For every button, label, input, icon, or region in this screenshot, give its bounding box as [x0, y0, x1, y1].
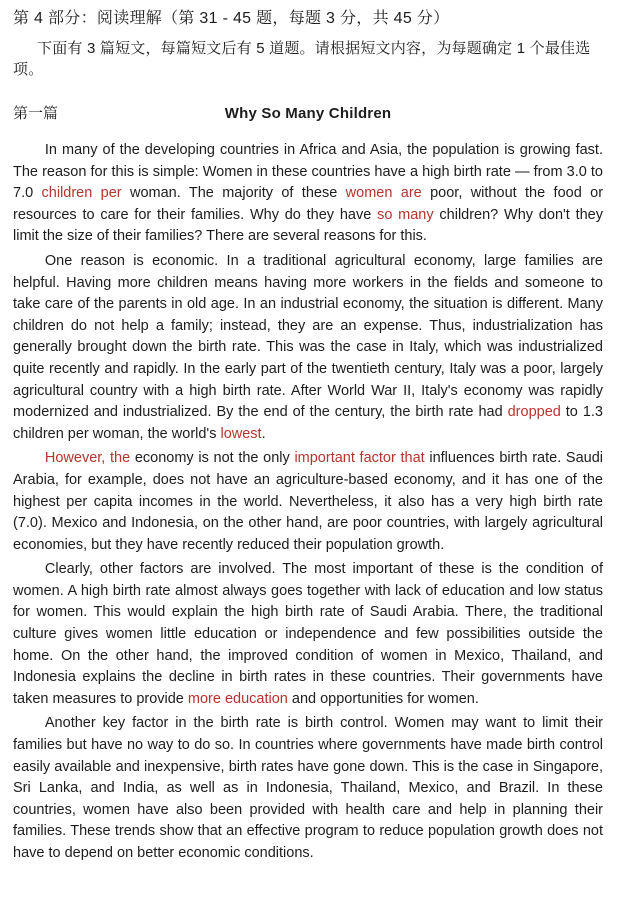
passage-title: Why So Many Children	[224, 105, 392, 122]
section-instructions: 下面有 3 篇短文，每篇短文后有 5 道题。请根据短文内容，为每题确定 1 个最佳选项。	[13, 40, 591, 78]
passage-header	[13, 103, 603, 125]
passage-number-label: 第一篇	[13, 105, 59, 122]
paragraph-3: However, the economy is not the only important factor that influences birth rate. Saudi Arabia, for example, does not have an agriculture-based economy, and it has one of the highest per capita incomes in the world. Nevertheless, it also has a very high birth rate (7.0). Mexico and Indonesia, on the other hand, are poor countries, with largely agricultural economies, but they have recently reduced their population growth.	[13, 450, 603, 553]
passage-body	[13, 140, 603, 865]
paragraph-4: Clearly, other factors are involved. The most important of these is the condition of women. A high birth rate almost always goes together with lack of education and low status for women. This would explain the high birth rate of Saudi Arabia. There, the traditional culture gives women little education or independence and few possibilities outside the home. On the other hand, the improved condition of women in Mexico, Thailand, and Indonesia explains the decline in birth rates in these countries. Their governments have taken measures to provide more education and opportunities for women.	[13, 561, 603, 707]
section-heading: 第 4 部分：阅读理解（第 31 - 45 题，每题 3 分，共 45 分）	[13, 10, 450, 27]
paragraph-2: One reason is economic. In a traditional agricultural economy, large families are helpful. Having more children means having more workers in the fields and someone to take care of the parents in old age. In an industrial economy, the situation is different. Many children do not help a family; instead, they are an expense. Thus, industrialization has generally brought down the birth rate. This was the case in Italy, which was industrialized quite recently and rapidly. In the early part of the twentieth century, Italy was a poor, largely agricultural country with a high birth rate. After World War II, Italy's economy was rapidly modernized and industrialized. By the end of the century, the birth rate had dropped to 1.3 children per woman, the world's lowest.	[13, 252, 603, 442]
paragraph-5: Another key factor in the birth rate is birth control. Women may want to limit their families but have no way to do so. In countries where governments have made birth control easily available and inexpensive, birth rates have gone down. This is the case in Singapore, Sri Lanka, and India, as well as in Indonesia, Thailand, Mexico, and Brazil. In these countries, women have also been provided with health care and help in planning their families. These trends show that an effective program to reduce population growth does not have to depend on better economic conditions.	[13, 715, 603, 861]
paragraph-1: In many of the developing countries in Africa and Asia, the population is growing fast. The reason for this is simple: Women in these countries have a high birth rate — from 3.0 to 7.0 children per woman. The majority of these women are poor, without the food or resources to care for their families. Why do they have so many children? Why don't they limit the size of their families? There are several reasons for this.	[13, 142, 604, 245]
